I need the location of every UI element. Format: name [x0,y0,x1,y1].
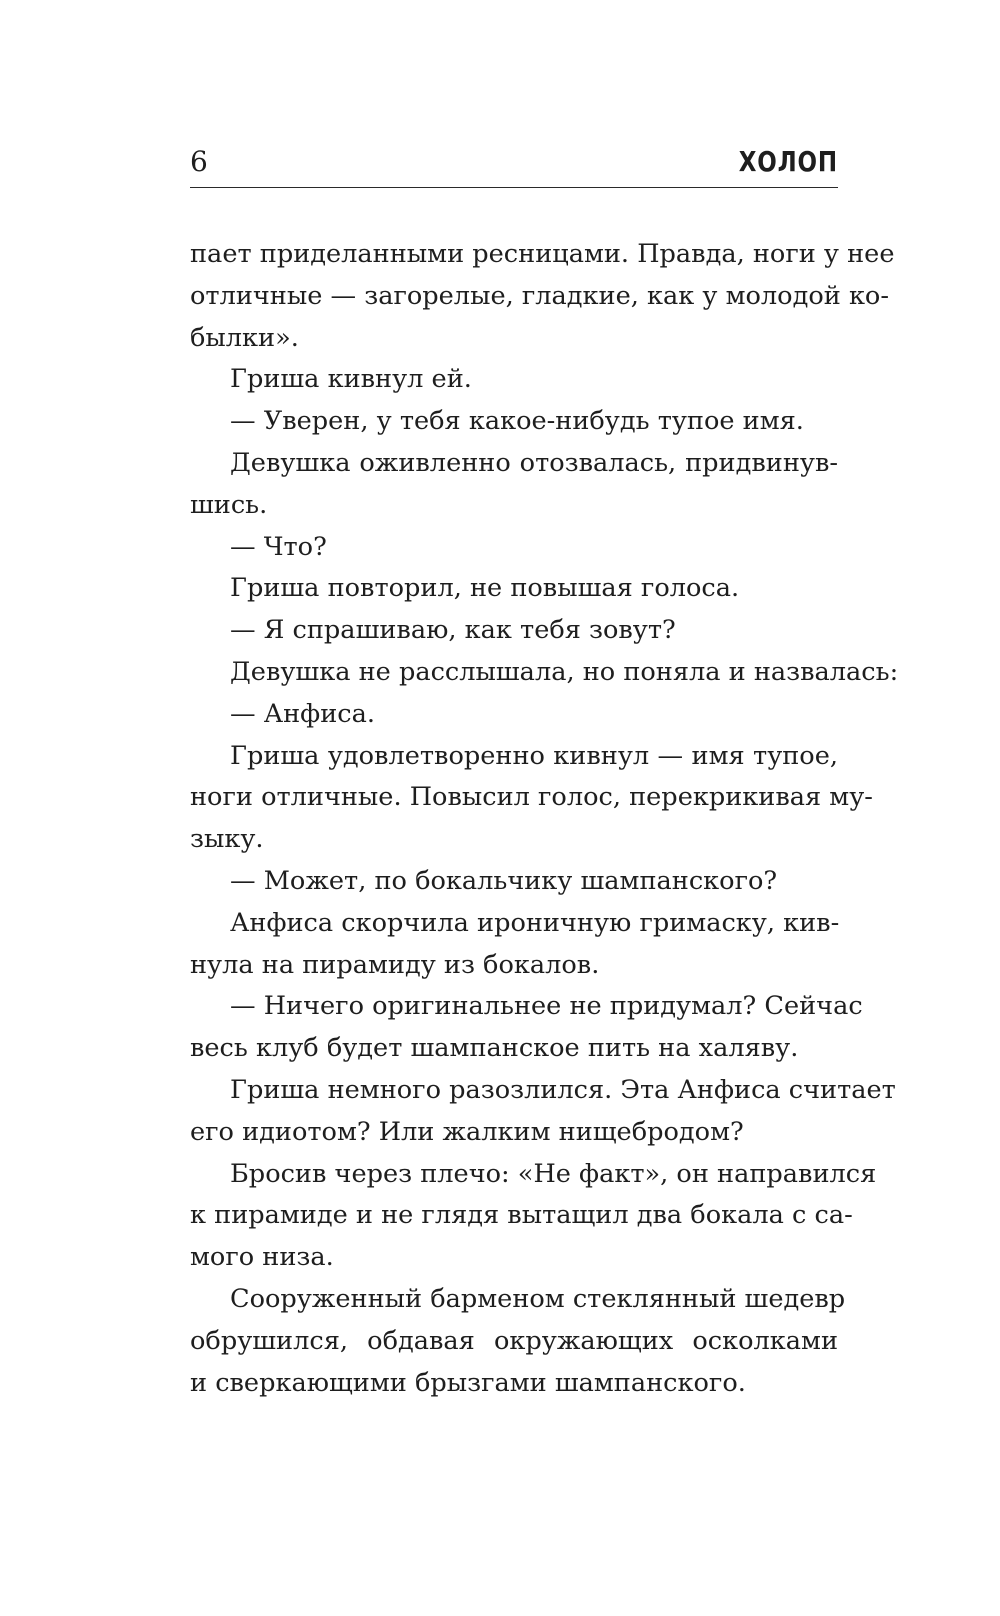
text-line: былки». [190,322,299,353]
text-line: — Уверен, у тебя какое-нибудь тупое имя. [230,406,804,437]
body-text [190,234,899,1404]
text-line: его идиотом? Или жалким нищебродом? [190,1116,744,1147]
text-line: Гриша кивнул ей. [230,364,472,395]
text-line: — Что? [230,531,327,562]
text-line: ноги отличные. Повысил голос, перекрикивая му- [190,782,873,813]
text-line: нула на пирамиду из бокалов. [190,949,600,980]
text-line: мого низа. [190,1242,334,1273]
text-line: Бросив через плечо: «Не факт», он направился [230,1158,877,1189]
text-line: Девушка не расслышала, но поняла и назвалась: [230,656,899,687]
header-rule [190,187,838,188]
text-line: шись. [190,489,268,520]
text-line: — Анфиса. [230,698,375,729]
text-line: зыку. [190,824,264,855]
text-line: Сооруженный барменом стеклянный шедевр [230,1283,846,1314]
text-line: — Может, по бокальчику шампанского? [230,865,778,896]
text-line: весь клуб будет шампанское пить на халяву. [190,1033,799,1064]
text-line: — Я спрашиваю, как тебя зовут? [230,615,676,646]
book-title: ХОЛОП [738,145,838,178]
text-line: Гриша удовлетворенно кивнул — имя тупое, [230,740,838,771]
text-line: и сверкающими брызгами шампанского. [190,1367,746,1398]
text-line: Девушка оживленно отозвалась, придвинув- [230,447,838,478]
text-line: пает приделанными ресницами. Правда, ноги у нее [190,239,895,269]
text-line: Гриша немного разозлился. Эта Анфиса считает [230,1074,896,1105]
text-line: обрушился, обдавая окружающих осколками [190,1325,838,1356]
text-line: отличные — загорелые, гладкие, как у молодой ко- [190,280,889,311]
text-line: Анфиса скорчила ироничную гримаску, кив- [230,907,840,938]
page-number: 6 [190,145,208,178]
text-line: Гриша повторил, не повышая голоса. [230,573,740,604]
text-line: — Ничего оригинальнее не придумал? Сейчас [230,991,863,1022]
running-head [190,142,838,188]
text-line: к пирамиде и не глядя вытащил два бокала с са- [190,1200,853,1231]
